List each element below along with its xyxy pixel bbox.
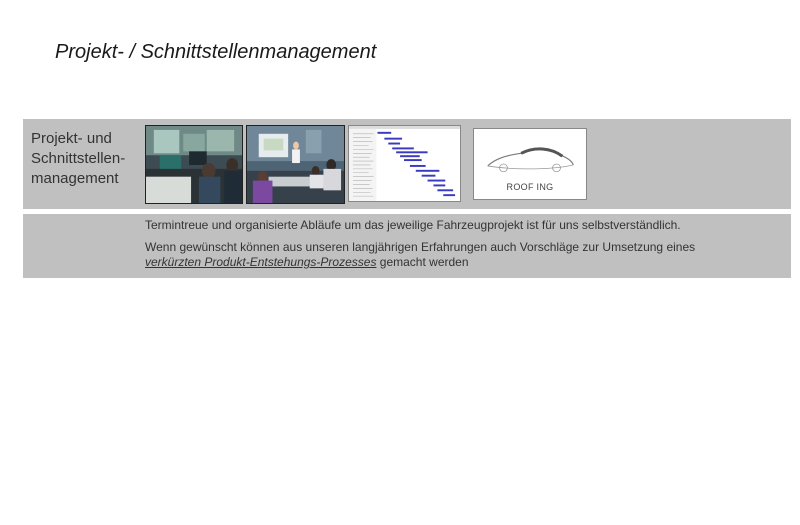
car-logo [473,128,587,200]
paragraph-reliability: Termintreue und organisierte Abläufe um das jeweilige Fahrzeugprojekt ist für uns selbstverständlich. [145,218,681,232]
page-title: Projekt- / Schnittstellenmanagement [55,41,377,63]
paragraph-proposals-line1: Wenn gewünscht können aus unseren langjährigen Erfahrungen auch Vorschläge zur Umsetzung eines [145,240,696,254]
gantt-chart-screenshot [348,125,461,202]
paragraph-proposals-after: gemacht werden [376,255,469,269]
office-photo [145,125,243,204]
section-heading-line-2: Schnittstellen- [31,150,126,167]
section-heading [31,129,143,189]
logo-text: ROOF ING [506,182,554,192]
section-header-band [23,119,791,209]
meeting-photo [246,125,345,204]
section-content-band [23,214,791,278]
section-heading-line-3: management [31,170,119,187]
paragraph-proposals [145,240,695,270]
section-heading-line-1: Projekt- und [31,130,112,147]
pep-link[interactable]: verkürzten Produkt-Entstehungs-Prozesses [145,255,377,269]
